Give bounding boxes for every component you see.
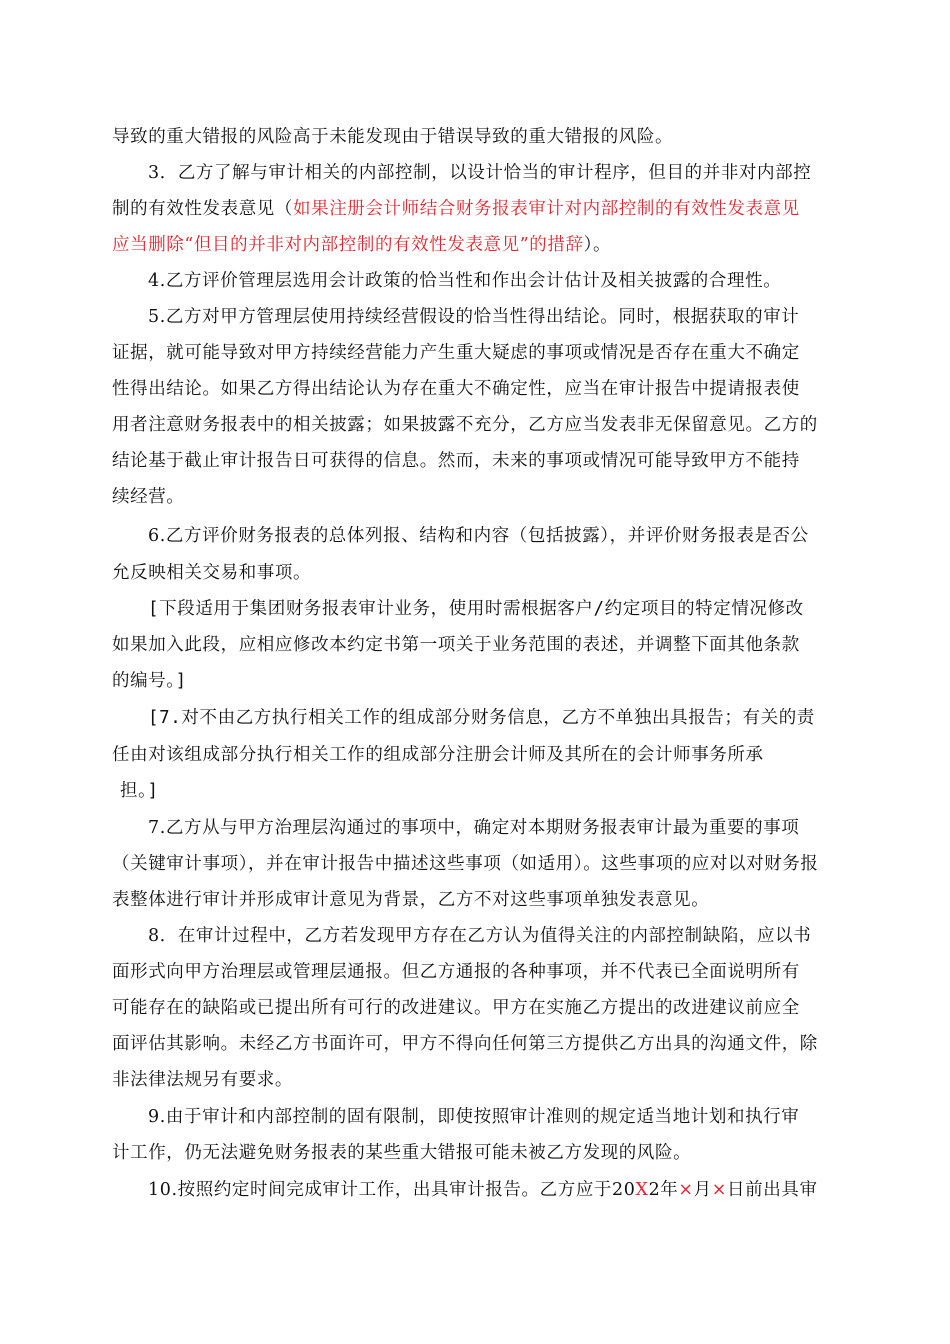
paragraph-7-line: 表整体进行审计并形成审计意见为背景，乙方不对这些事项单独发表意见。 xyxy=(112,890,710,910)
bracket-clause-line: 担。] xyxy=(120,781,159,801)
paragraph-6-line: 允反映相关交易和事项。 xyxy=(112,563,312,583)
text-line: 导致的重大错报的风险高于未能发现由于错误导致的重大错报的风险。 xyxy=(112,127,674,147)
paragraph-9-line: 计工作，仍无法避免财务报表的某些重大错报可能未被乙方发现的风险。 xyxy=(112,1143,692,1163)
paragraph-7-line: （关键审计事项），并在审计报告中描述这些事项（如适用）。这些事项的应对以对财务报 xyxy=(112,854,819,874)
paragraph-5-line: 续经营。 xyxy=(112,487,185,507)
paragraph-9-line: 9.由于审计和内部控制的固有限制，即使按照审计准则的规定适当地计划和执行审 xyxy=(148,1107,800,1127)
paragraph-3-line xyxy=(112,232,611,258)
bracket-note-line: 如果加入此段，应相应修改本约定书第一项关于业务范围的表述，并调整下面其他条款 xyxy=(112,635,800,655)
bracket-clause-line: 任由对该组成部分执行相关工作的组成部分注册会计师及其所在的会计师事务所承 xyxy=(112,745,764,765)
paragraph-5-line: 用者注意财务报表中的相关披露；如果披露不充分，乙方应当发表非无保留意见。乙方的 xyxy=(112,415,818,435)
paragraph-3-line xyxy=(112,196,800,222)
bracket-note-line: [下段适用于集团财务报表审计业务，使用时需根据客户/约定项目的特定情况修改 xyxy=(148,599,804,619)
paragraph-10-line xyxy=(148,1177,818,1203)
red-note: 如果注册会计师结合财务报表审计对内部控制的有效性发表意见 xyxy=(293,199,800,219)
paragraph-7-line: 7.乙方从与甲方治理层沟通过的事项中，确定对本期财务报表审计最为重要的事项 xyxy=(148,818,800,838)
text-span: ）。 xyxy=(583,235,612,255)
paragraph-8-line: 可能存在的缺陷或已提出所有可行的改进建议。甲方在实施乙方提出的改进建议前应全 xyxy=(112,998,800,1018)
text-span: 2年 xyxy=(648,1180,679,1200)
text-span: 日前出具审 xyxy=(727,1180,818,1200)
paragraph-8-line: 面形式向甲方治理层或管理层通报。但乙方通报的各种事项，并不代表已全面说明所有 xyxy=(112,962,800,982)
paragraph-6-line: 6.乙方评价财务报表的总体列报、结构和内容（包括披露），并评价财务报表是否公 xyxy=(148,526,809,546)
paragraph-5-line: 证据，就可能导致对甲方持续经营能力产生重大疑虑的事项或情况是否存在重大不确定 xyxy=(112,343,800,363)
red-placeholder: × xyxy=(678,1180,694,1200)
red-placeholder: × xyxy=(711,1180,728,1200)
text-span: 10.按照约定时间完成审计工作，出具审计报告。乙方应于20 xyxy=(148,1180,636,1200)
red-placeholder: X xyxy=(635,1180,649,1200)
paragraph-4-line: 4.乙方评价管理层选用会计政策的恰当性和作出会计估计及相关披露的合理性。 xyxy=(148,271,782,291)
paragraph-3-line: 3．乙方了解与审计相关的内部控制，以设计恰当的审计程序，但目的并非对内部控 xyxy=(148,163,812,183)
text-span: 制的有效性发表意见（ xyxy=(112,199,293,219)
text-span: 月 xyxy=(693,1180,712,1200)
paragraph-5-line: 5.乙方对甲方管理层使用持续经营假设的恰当性得出结论。同时，根据获取的审计 xyxy=(148,307,800,327)
paragraph-8-line: 面评估其影响。未经乙方书面许可，甲方不得向任何第三方提供乙方出具的沟通文件，除 xyxy=(112,1034,818,1054)
paragraph-8-line: 非法律法规另有要求。 xyxy=(112,1070,293,1090)
paragraph-5-line: 性得出结论。如果乙方得出结论认为存在重大不确定性，应当在审计报告中提请报表使 xyxy=(112,379,800,399)
bracket-note-line: 的编号。] xyxy=(112,671,187,691)
red-note: 应当删除“但目的并非对内部控制的有效性发表意见”的措辞 xyxy=(112,235,584,255)
bracket-clause-line: [7.对不由乙方执行相关工作的组成部分财务信息，乙方不单独出具报告；有关的责 xyxy=(148,708,815,728)
paragraph-5-line: 结论基于截止审计报告日可获得的信息。然而，未来的事项或情况可能导致甲方不能持 xyxy=(112,451,800,471)
paragraph-8-line: 8．在审计过程中，乙方若发现甲方存在乙方认为值得关注的内部控制缺陷，应以书 xyxy=(148,926,812,946)
